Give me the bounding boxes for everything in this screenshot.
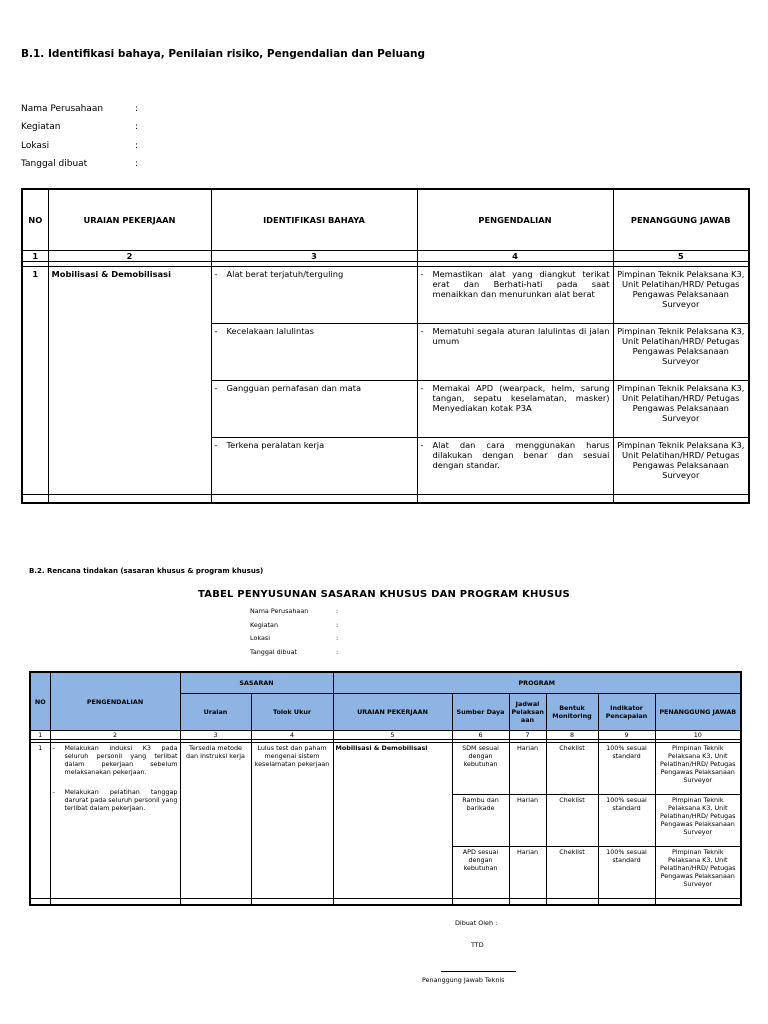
uraian-pekerjaan-cell: Mobilisasi & Demobilisasi xyxy=(333,743,452,899)
column-number: 4 xyxy=(251,731,333,740)
meta-row-company xyxy=(21,100,138,118)
pj-cell: Pimpinan Teknik Pelaksana K3, Unit Pelatihan/HRD/ Petugas Pengawas Pelaksanaan Surveyor xyxy=(613,438,749,495)
table-row xyxy=(22,267,749,324)
col-indikator-header: Indikator Pencapaian xyxy=(598,694,655,731)
signature-ttd: TTD xyxy=(471,941,484,949)
column-number: 2 xyxy=(48,251,211,262)
column-number: 3 xyxy=(211,251,417,262)
col-uraian-pekerjaan-header: URAIAN PEKERJAAN xyxy=(333,694,452,731)
bahaya-cell xyxy=(211,324,417,381)
col-jadwal-header: Jadwal Pelaksan aan xyxy=(509,694,546,731)
meta-label: Lokasi xyxy=(250,634,270,643)
sumber-cell: APD sesuai dengan kebutuhan xyxy=(452,847,509,899)
indikator-cell: 100% sesuai standard xyxy=(598,743,655,795)
meta-label: Kegiatan xyxy=(250,620,279,629)
column-number: 1 xyxy=(30,731,50,740)
row-no: 1 xyxy=(30,743,50,899)
bahaya-cell xyxy=(211,381,417,438)
column-number: 7 xyxy=(509,731,546,740)
col-no-header: NO xyxy=(22,189,48,251)
meta-row-date xyxy=(250,646,338,660)
bahaya-cell xyxy=(211,267,417,324)
meta-label: Tanggal dibuat xyxy=(21,158,88,169)
meta-sep: : xyxy=(336,607,339,615)
bullet-dash: - xyxy=(420,383,424,393)
bullet-dash: - xyxy=(214,383,218,393)
pengendalian-cell xyxy=(417,267,613,324)
bahaya-text: Kecelakaan lalulintas xyxy=(226,326,314,336)
meta-label: Nama Perusahaan xyxy=(250,607,309,615)
meta-label: Tanggal dibuat xyxy=(250,647,298,656)
table-row xyxy=(30,743,741,795)
row-no: 1 xyxy=(22,267,48,495)
column-number: 10 xyxy=(655,731,741,740)
indikator-cell: 100% sesuai standard xyxy=(598,847,655,899)
pengendalian-text: Memastikan alat yang diangkut terikat erat dan Berhati-hati pada saat menaikkan dan menurunkan alat berat xyxy=(432,269,610,299)
tolok-ukur-cell: Lulus test dan paham mengenai sistem keselamatan pekerjaan xyxy=(251,743,333,899)
pengendalian-cell xyxy=(50,743,180,899)
pj-cell: Pimpinan Teknik Pelaksana K3, Unit Pelatihan/HRD/ Petugas Pengawas Pelaksanaan Surveyor xyxy=(655,743,741,795)
pengendalian-text: Alat dan cara menggunakan harus dilakukan dengan benar dan sesuai dengan standar. xyxy=(432,440,610,470)
jadwal-cell: Harian xyxy=(509,847,546,899)
meta-sep: : xyxy=(336,620,339,629)
pengendalian-text: Mematuhi segala aturan lalulintas di jalan umum xyxy=(432,326,610,346)
column-number-row xyxy=(30,731,741,740)
section2-meta xyxy=(250,605,338,659)
sumber-cell: SDM sesuai dengan kebutuhan xyxy=(452,743,509,795)
bahaya-text: Terkena peralatan kerja xyxy=(226,440,325,450)
meta-sep: : xyxy=(135,140,139,151)
column-number: 3 xyxy=(180,731,251,740)
pj-cell: Pimpinan Teknik Pelaksana K3, Unit Pelatihan/HRD/ Petugas Pengawas Pelaksanaan Surveyor xyxy=(655,795,741,847)
meta-row-activity xyxy=(250,619,338,633)
jadwal-cell: Harian xyxy=(509,795,546,847)
bullet-dash: - xyxy=(52,788,55,796)
bentuk-cell: Cheklist xyxy=(546,795,598,847)
meta-row-location xyxy=(21,137,138,155)
meta-label: Nama Perusahaan xyxy=(21,104,104,114)
col-bentuk-header: Bentuk Monitoring xyxy=(546,694,598,731)
signature-made-by: Dibuat Oleh : xyxy=(455,919,498,927)
col-no-header: NO xyxy=(30,672,50,731)
hazard-table-header xyxy=(22,189,749,251)
bullet-dash: - xyxy=(214,269,218,279)
sumber-cell: Rambu dan barikade xyxy=(452,795,509,847)
pengendalian-cell xyxy=(417,324,613,381)
col-sasaran-header: SASARAN xyxy=(180,672,333,694)
bullet-dash: - xyxy=(214,440,218,450)
pengendalian-text: Melakukan induksi K3 pada seluruh personil yang terlibat dalam pekerjaan sebelum melaksanakan pekerjaan. xyxy=(64,744,178,776)
bahaya-cell xyxy=(211,438,417,495)
section1-title: B.1. Identifikasi bahaya, Penilaian risiko, Pengendalian dan Peluang xyxy=(21,48,426,60)
sasaran-uraian-cell: Tersedia metode dan instruksi kerja xyxy=(180,743,251,899)
column-number: 9 xyxy=(598,731,655,740)
meta-sep: : xyxy=(135,158,139,169)
bentuk-cell: Cheklist xyxy=(546,743,598,795)
col-tolok-header: Tolok Ukur xyxy=(251,694,333,731)
column-number: 6 xyxy=(452,731,509,740)
col-uraian-header: Uraian xyxy=(180,694,251,731)
col-pengendalian-header: PENGENDALIAN xyxy=(417,189,613,251)
row-uraian: Mobilisasi & Demobilisasi xyxy=(48,267,211,495)
bullet-dash: - xyxy=(420,440,424,450)
signature-name: Penanggung Jawab Teknis xyxy=(422,976,505,984)
col-sumber-header: Sumber Daya xyxy=(452,694,509,731)
spacer-row xyxy=(30,899,741,906)
section2-title: B.2. Rencana tindakan (sasaran khusus & program khusus) xyxy=(29,567,264,575)
meta-sep: : xyxy=(135,104,139,114)
program-table-title: TABEL PENYUSUNAN SASARAN KHUSUS DAN PROGRAM KHUSUS xyxy=(198,589,570,600)
column-number: 1 xyxy=(22,251,48,262)
meta-row-location xyxy=(250,632,338,646)
indikator-cell: 100% sesuai standard xyxy=(598,795,655,847)
col-uraian-header: URAIAN PEKERJAAN xyxy=(48,189,211,251)
meta-sep: : xyxy=(135,122,139,133)
pengendalian-text: Melakukan pelatihan tanggap darurat pada seluruh personil yang terlibat dalam pekerjaan. xyxy=(64,788,178,812)
spacer-row xyxy=(22,495,749,504)
bahaya-text: Alat berat terjatuh/terguling xyxy=(226,269,344,279)
program-table xyxy=(29,671,742,906)
column-number-row xyxy=(22,251,749,262)
column-number: 4 xyxy=(417,251,613,262)
bahaya-text: Gangguan pernafasan dan mata xyxy=(226,383,362,393)
bentuk-cell: Cheklist xyxy=(546,847,598,899)
meta-sep: : xyxy=(336,634,339,643)
program-table-header xyxy=(30,672,741,694)
hazard-table xyxy=(21,188,750,504)
meta-label: Kegiatan xyxy=(21,122,61,133)
column-number: 5 xyxy=(613,251,749,262)
column-number: 2 xyxy=(50,731,180,740)
pj-cell: Pimpinan Teknik Pelaksana K3, Unit Pelatihan/HRD/ Petugas Pengawas Pelaksanaan Surveyor xyxy=(655,847,741,899)
pengendalian-cell xyxy=(417,381,613,438)
meta-sep: : xyxy=(336,647,339,656)
col-pj-header: PENANGGUNG JAWAB xyxy=(613,189,749,251)
meta-row-activity xyxy=(21,118,138,136)
column-number: 5 xyxy=(333,731,452,740)
jadwal-cell: Harian xyxy=(509,743,546,795)
col-program-header: PROGRAM xyxy=(333,672,741,694)
column-number: 8 xyxy=(546,731,598,740)
bullet-dash: - xyxy=(214,326,218,336)
section1-meta xyxy=(21,100,138,173)
bullet-dash: - xyxy=(420,269,424,279)
meta-row-company xyxy=(250,605,338,619)
bullet-dash: - xyxy=(52,744,55,752)
pj-cell: Pimpinan Teknik Pelaksana K3, Unit Pelatihan/HRD/ Petugas Pengawas Pelaksanaan Surveyor xyxy=(613,324,749,381)
meta-row-date xyxy=(21,155,138,173)
col-pj-header: PENANGGUNG JAWAB xyxy=(655,694,741,731)
pj-cell: Pimpinan Teknik Pelaksana K3, Unit Pelatihan/HRD/ Petugas Pengawas Pelaksanaan Surveyor xyxy=(613,381,749,438)
pengendalian-cell xyxy=(417,438,613,495)
signature-line xyxy=(441,971,516,972)
bullet-dash: - xyxy=(420,326,424,336)
meta-label: Lokasi xyxy=(21,140,50,151)
pengendalian-text: Memakai APD (wearpack, helm, sarung tangan, sepatu keselamatan, masker) Menyediakan kotak P3A xyxy=(432,383,610,413)
col-bahaya-header: IDENTIFIKASI BAHAYA xyxy=(211,189,417,251)
col-pengendalian-header: PENGENDALIAN xyxy=(50,672,180,731)
pj-cell: Pimpinan Teknik Pelaksana K3, Unit Pelatihan/HRD/ Petugas Pengawas Pelaksanaan Surveyor xyxy=(613,267,749,324)
